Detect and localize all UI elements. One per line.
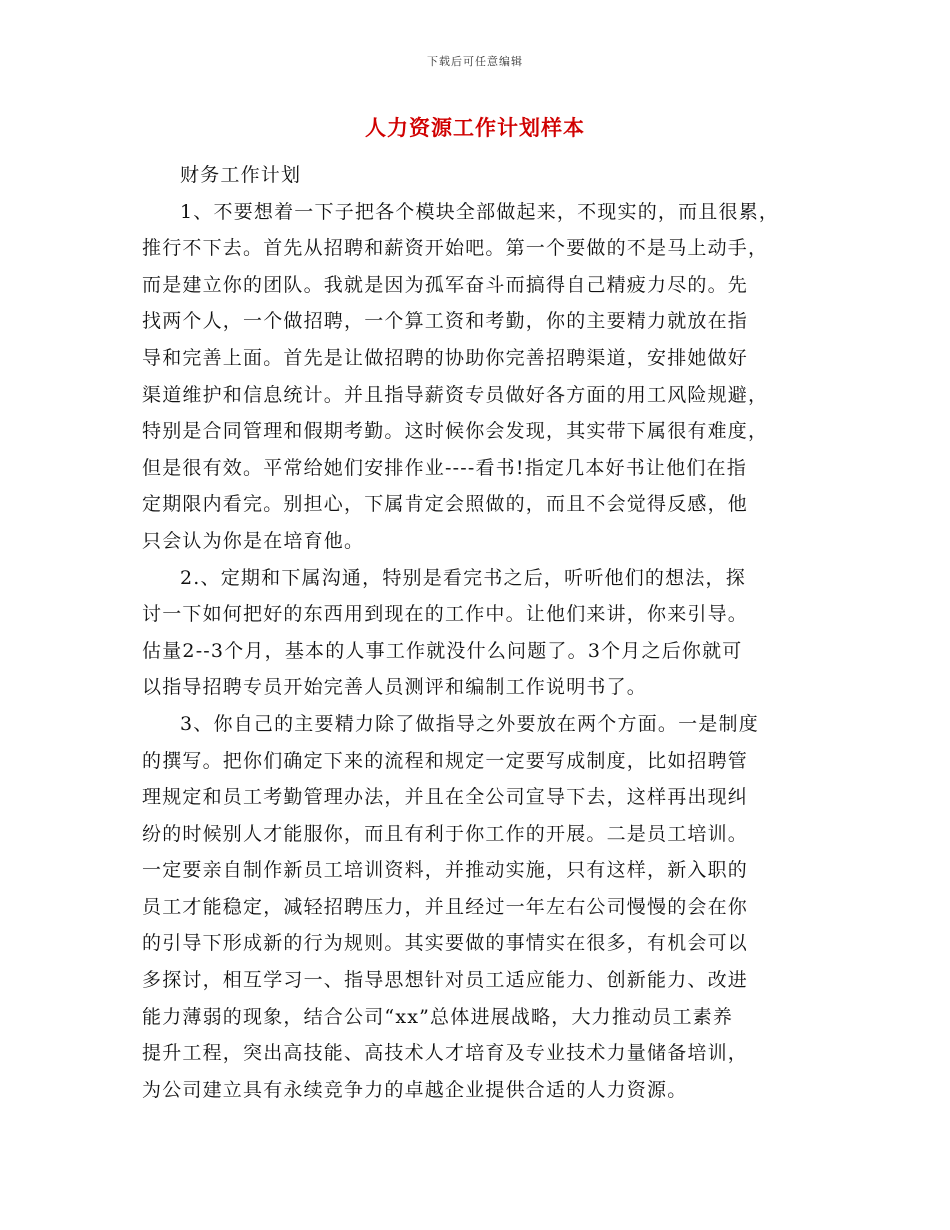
body-line: 理规定和员工考勤管理办法，并且在全公司宣导下去，这样再出现纠 (142, 786, 749, 809)
body-line: 特别是合同管理和假期考勤。这时候你会发现，其实带下属很有难度， (142, 420, 769, 443)
body-line: 导和完善上面。首先是让做招聘的协助你完善招聘渠道，安排她做好 (142, 346, 749, 369)
body-line: 定期限内看完。别担心，下属肯定会照做的，而且不会觉得反感，他 (142, 493, 749, 516)
document-body (142, 157, 812, 1108)
body-line: 渠道维护和信息统计。并且指导薪资专员做好各方面的用工风险规避， (142, 383, 769, 406)
body-line: 提升工程，突出高技能、高技术人才培育及专业技术力量储备培训， (142, 1042, 749, 1065)
header-note: 下载后可任意编辑 (427, 55, 523, 68)
body-line: 以指导招聘专员开始完善人员测评和编制工作说明书了。 (142, 676, 648, 699)
body-line: 为公司建立具有永续竞争力的卓越企业提供合适的人力资源。 (142, 1078, 688, 1101)
body-line: 1、不要想着一下子把各个模块全部做起来，不现实的，而且很累， (180, 200, 780, 223)
body-line: 纷的时候别人才能服你，而且有利于你工作的开展。二是员工培训。 (142, 822, 749, 845)
body-line: 3、你自己的主要精力除了做指导之外要放在两个方面。一是制度 (180, 712, 759, 735)
body-line: 但是很有效。平常给她们安排作业----看书!指定几本好书让他们在指 (142, 456, 747, 479)
body-line: 只会认为你是在培育他。 (142, 529, 365, 552)
body-line: 而是建立你的团队。我就是因为孤军奋斗而搞得自己精疲力尽的。先 (142, 273, 749, 296)
body-line: 多探讨，相互学习一、指导思想针对员工适应能力、创新能力、改进 (142, 969, 749, 992)
body-line: 推行不下去。首先从招聘和薪资开始吧。第一个要做的不是马上动手， (142, 237, 769, 260)
body-line: 估量2--3个月，基本的人事工作就没什么问题了。3个月之后你就可 (142, 639, 743, 662)
body-line: 能力薄弱的现象，结合公司“xx”总体进展战略，大力推动员工素养 (142, 1005, 734, 1028)
body-line: 一定要亲自制作新员工培训资料，并推动实施，只有这样，新入职的 (142, 859, 749, 882)
body-line: 2.、定期和下属沟通，特别是看完书之后，听听他们的想法，探 (180, 566, 746, 589)
document-title: 人力资源工作计划样本 (365, 116, 585, 140)
body-line: 的撰写。把你们确定下来的流程和规定一定要写成制度，比如招聘管 (142, 749, 749, 772)
body-line: 讨一下如何把好的东西用到现在的工作中。让他们来讲，你来引导。 (142, 603, 749, 626)
body-line: 财务工作计划 (180, 164, 302, 186)
body-line: 的引导下形成新的行为规则。其实要做的事情实在很多，有机会可以 (142, 932, 749, 955)
body-line: 员工才能稳定，减轻招聘压力，并且经过一年左右公司慢慢的会在你 (142, 895, 749, 918)
body-line: 找两个人，一个做招聘，一个算工资和考勤，你的主要精力就放在指 (142, 310, 749, 333)
